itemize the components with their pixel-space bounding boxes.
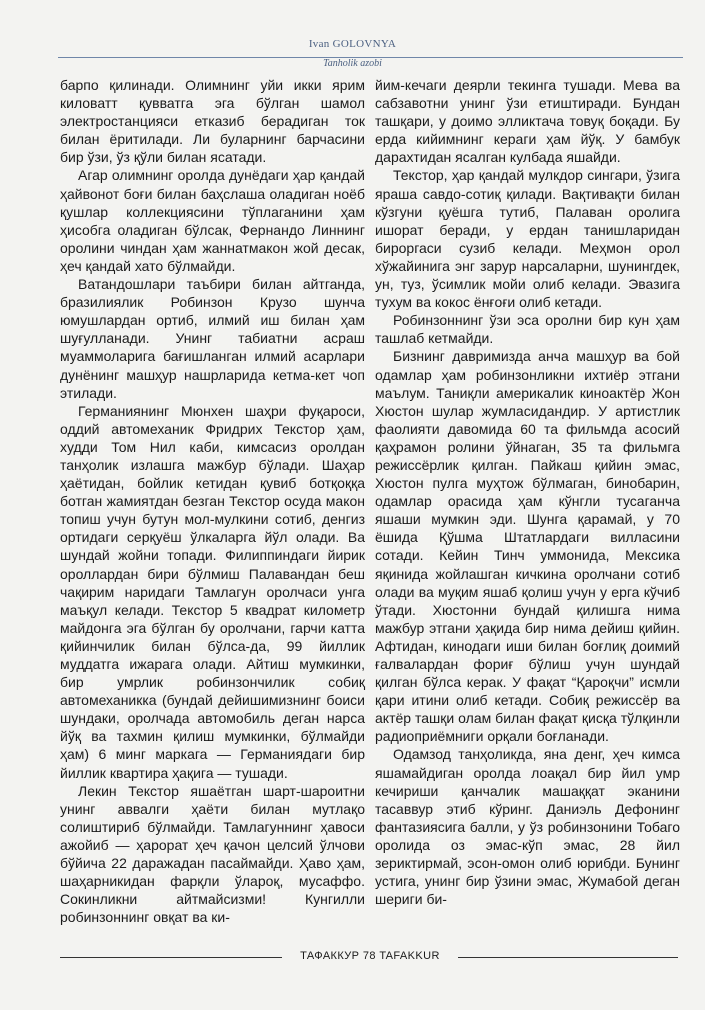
running-header xyxy=(0,38,705,69)
paragraph: Текстор, ҳар қандай мулкдор сингари, ўзига яраша савдо-сотиқ қилади. Вақтивақти билан кўзгуни қуёшга тутиб, Палаван оролига ишорат беради, у ердан танишларидан бироргаси сузиб келади. Меҳмон орол хўжайинига энг зарур нарсаларни, шунингдек, ун, туз, ўсимлик мойи олиб келади. Эвазига тухум ва кокос ёнғоғи олиб кетади. xyxy=(375,167,680,311)
header-subtitle: Tanholik azobi xyxy=(323,58,382,69)
paragraph: йим-кечаги деярли текинга тушади. Мева ва сабзавотни унинг ўзи етиштиради. Бундан ташқари, у доимо элликтача товуқ боқади. Бу ерда кийимнинг кераги ҳам йўқ. У бамбук дарахтидан ясалган кулбада яшайди. xyxy=(375,77,680,166)
paragraph: Германиянинг Мюнхен шаҳри фуқароси, оддий автомеханик Фридрих Текстор ҳам, худди Том Нил каби, кимсасиз оролдан танҳолик излашга мажбур бўлади. Шаҳар ҳаётидан, бойлик кетидан қувиб ботқоққа ботган жамиятдан безган Текстор осуда макон топиш учун бутун мол-мулкини сотиб, денгиз ортидаги серқуёш ўлкаларга йўл олади. Ва шундай жойни топади. Филиппиндаги йирик ороллардан бири бўлмиш Палавандан беш чақирим наридаги Тамлагун оролчаси унга маъқул келади. Текстор 5 квадрат километр майдонга эга бўлган бу оролчани, гарчи катта қийинчилик билан бўлса-да, 99 йиллик муддатга ижарага олади. Айтиш мумкинки, бир умрлик робинзончилик собиқ автомеханикка (бундай дейишимизнинг боиси шундаки, оролчада автомобиль деган нарса йўқ ва тахмин қилиш мумкинки, бўлмайди ҳам) 6 минг маркага — Германиядаги бир йиллик квартира ҳақига — тушади. xyxy=(60,402,365,781)
paragraph: Лекин Текстор яшаётган шарт-шароитни унинг аввалги ҳаёти билан мутлақо солиштириб бўлмайди. Тамлагуннинг ҳавоси ажойиб — ҳарорат ҳеч қачон целсий ўлчови бўйича 22 даражадан пасаймайди. Ҳаво ҳам, шаҳарникидан фарқли ўлароқ, мусаффо. Сокинликни айтмайсизми! Кунгилли робинзоннинг овқат ва ки- xyxy=(60,782,365,926)
footer-page-label: ТАФАККУР 78 TAFAKKUR xyxy=(300,950,440,962)
paragraph: Агар олимнинг оролда дунёдаги ҳар қандай ҳайвонот боғи билан баҳслаша оладиган ноёб қушлар коллекциясини тўплаганини ҳам ҳисобга оладиган бўлсак, Фернандо Линнинг оролини чиндан ҳам жаннатмакон жой десак, ҳеч қандай хато бўлмайди. xyxy=(60,167,365,274)
footer-rule-right xyxy=(458,957,678,958)
page-footer xyxy=(0,948,705,968)
paragraph: Одамзод танҳоликда, яна денг, ҳеч кимса яшамайдиган оролда лоақал бир йил умр кечириши қанчалик машаққат эканини тасаввур этиб кўринг. Даниэль Дефонинг фантазиясига балли, у ўз робинзонини Тобаго оролида оз эмас-кўп эмас, 28 йил зериктирмай, эсон-омон олиб юрибди. Бунинг устига, унинг бир ўзини эмас, Жумабой деган шериги би- xyxy=(375,746,680,908)
right-text-column xyxy=(375,76,680,908)
paragraph: Ватандошлари таъбири билан айтганда, бразилиялик Робинзон Крузо шунча юмушлардан ортиб, илмий иш билан ҳам шуғулланади. Унинг табиатни асраш муаммоларига бағишланган илмий асарлари дунёнинг машҳур нашрларида кетма-кет чоп этилади. xyxy=(60,276,365,401)
header-author: Ivan GOLOVNYA xyxy=(308,38,397,50)
paragraph: барпо қилинади. Олимнинг уйи икки ярим киловатт қувватга эга бўлган шамол электростанцияси етказиб берадиган ток билан ёритилади. Ли буларнинг барчасини бир ўзи, ўз қўли билан ясатади. xyxy=(60,77,365,166)
paragraph: Бизнинг давримизда анча машҳур ва бой одамлар ҳам робинзонликни ихтиёр этгани маълум. Таниқли америкалик киноактёр Жон Хюстон шулар жумласидандир. У артистлик фаолияти давомида 60 та фильмда асосий қаҳрамон ролини ўйнаган, 35 та фильмга режиссёрлик қилган. Пайкаш қийин эмас, Хюстон пулга муҳтож бўлмаган, бинобарин, одамлар орасида ҳам кўнгли тусаганча яшаши мумкин эди. Шунга қарамай, у 70 ёшида Қўшма Штатлардаги вилласини сотади. Кейин Тинч уммонида, Мексика яқинида жойлашган кичкина оролчани сотиб олади ва муқим яшаб қолиш учун у ерга кўчиб ўтади. Хюстонни бундай қилишга нима мажбур этгани ҳақида бир нима дейиш қийин. Афтидан, кинодаги иши билан боғлиқ доимий ғалвалардан фориғ бўлиш учун шундай қилган бўлса керак. У фақат “Қароқчи” исмли қари итини олиб кетади. Собиқ режиссёр ва актёр ташқи олам билан фақат қисқа тўлқинли радиоприёмниги орқали боғланади. xyxy=(375,348,680,745)
paragraph: Робинзоннинг ўзи эса оролни бир кун ҳам ташлаб кетмайди. xyxy=(375,312,680,347)
left-text-column xyxy=(60,76,365,926)
footer-rule-left xyxy=(60,957,282,958)
